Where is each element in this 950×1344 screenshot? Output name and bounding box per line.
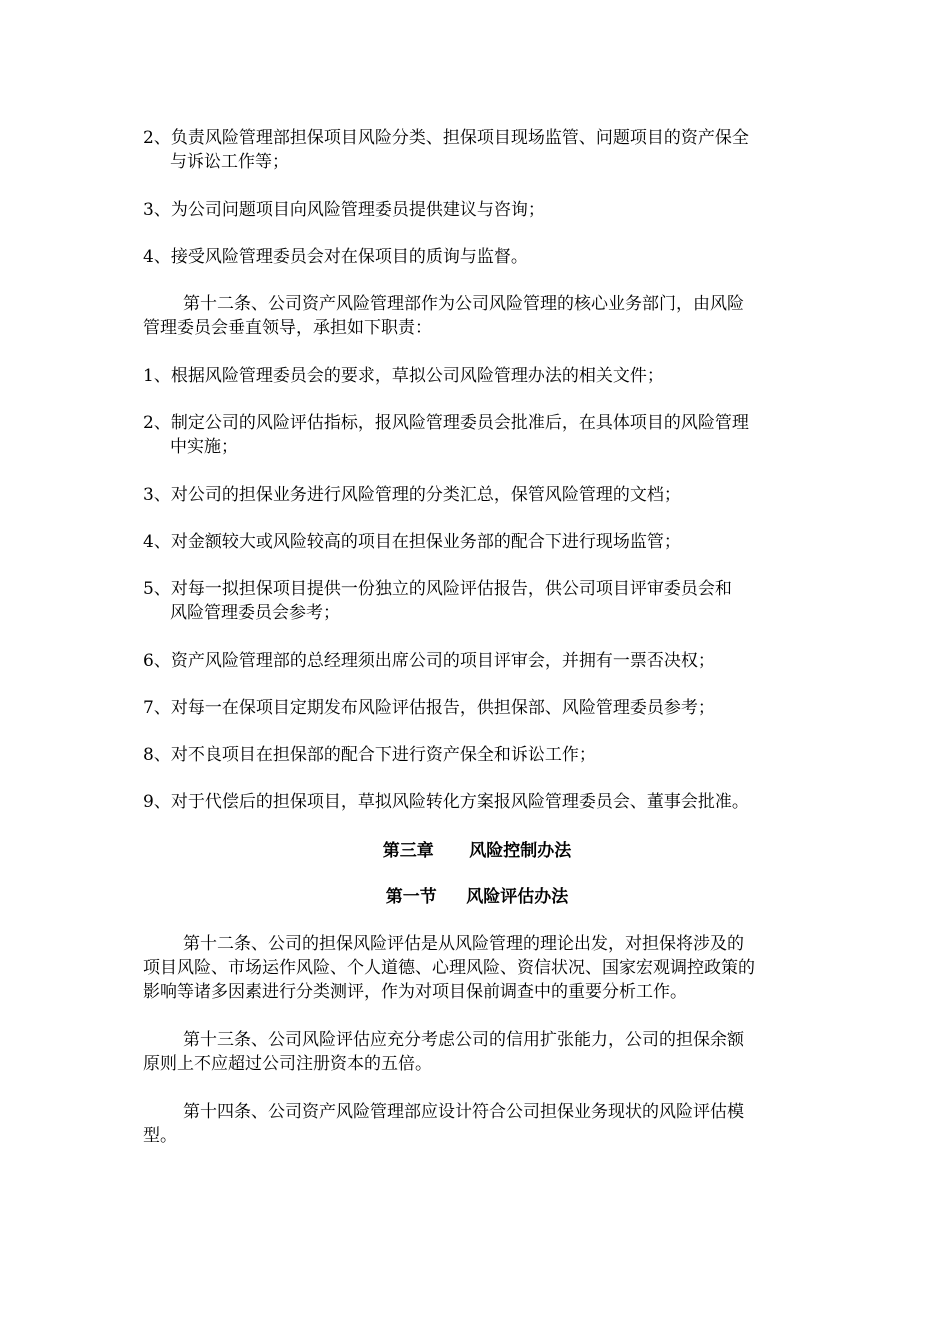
chapter-heading: 第三章 风险控制办法: [382, 841, 572, 861]
list-item-line: 3、对公司的担保业务进行风险管理的分类汇总，保管风险管理的文档；: [143, 485, 681, 505]
list-item-line: 与诉讼工作等；: [170, 152, 289, 172]
list-item-line: 9、对于代偿后的担保项目，草拟风险转化方案报风险管理委员会、董事会批准。: [143, 792, 749, 812]
section-heading: 第一节 风险评估办法: [385, 887, 569, 907]
list-item: [143, 743, 811, 767]
paragraph-line: 第十四条、公司资产风险管理部应设计符合公司担保业务现状的风险评估模: [183, 1102, 744, 1122]
list-item-line: 3、为公司问题项目向风险管理委员提供建议与咨询；: [143, 200, 545, 220]
list-item-line: 8、对不良项目在担保部的配合下进行资产保全和诉讼工作；: [143, 745, 596, 765]
article-paragraph: [143, 292, 811, 340]
paragraph-line: 第十三条、公司风险评估应充分考虑公司的信用扩张能力，公司的担保余额: [183, 1030, 744, 1050]
list-item: [143, 245, 811, 269]
article-paragraph: [143, 1028, 811, 1076]
list-item: [143, 649, 811, 673]
list-item: [143, 696, 811, 720]
list-item-line: 中实施；: [170, 437, 238, 457]
paragraph-line: 型。: [143, 1126, 177, 1146]
list-item: [143, 790, 811, 814]
list-item: [143, 577, 811, 625]
article-paragraph: [143, 1100, 811, 1148]
list-item-line: 6、资产风险管理部的总经理须出席公司的项目评审会，并拥有一票否决权；: [143, 651, 715, 671]
list-item: [143, 126, 811, 174]
paragraph-line: 影响等诸多因素进行分类测评，作为对项目保前调查中的重要分析工作。: [143, 982, 687, 1002]
list-item-line: 4、接受风险管理委员会对在保项目的质询与监督。: [143, 247, 528, 267]
list-item-line: 7、对每一在保项目定期发布风险评估报告，供担保部、风险管理委员参考；: [143, 698, 715, 718]
list-item-line: 4、对金额较大或风险较高的项目在担保业务部的配合下进行现场监管；: [143, 532, 681, 552]
list-item-line: 2、制定公司的风险评估指标，报风险管理委员会批准后，在具体项目的风险管理: [143, 413, 749, 433]
list-item-line: 风险管理委员会参考；: [170, 603, 340, 623]
list-item: [143, 483, 811, 507]
list-item: [143, 364, 811, 388]
list-item-line: 1、根据风险管理委员会的要求，草拟公司风险管理办法的相关文件；: [143, 366, 664, 386]
list-item-line: 2、负责风险管理部担保项目风险分类、担保项目现场监管、问题项目的资产保全: [143, 128, 749, 148]
paragraph-line: 原则上不应超过公司注册资本的五倍。: [143, 1054, 432, 1074]
list-item: [143, 198, 811, 222]
list-item: [143, 530, 811, 554]
article-paragraph: [143, 932, 811, 1004]
paragraph-line: 管理委员会垂直领导，承担如下职责：: [143, 318, 432, 338]
paragraph-line: 第十二条、公司资产风险管理部作为公司风险管理的核心业务部门，由风险: [183, 294, 744, 314]
list-item: [143, 411, 811, 459]
paragraph-line: 第十二条、公司的担保风险评估是从风险管理的理论出发，对担保将涉及的: [183, 934, 744, 954]
paragraph-line: 项目风险、市场运作风险、个人道德、心理风险、资信状况、国家宏观调控政策的: [143, 958, 755, 978]
list-item-line: 5、对每一拟担保项目提供一份独立的风险评估报告，供公司项目评审委员会和: [143, 579, 732, 599]
